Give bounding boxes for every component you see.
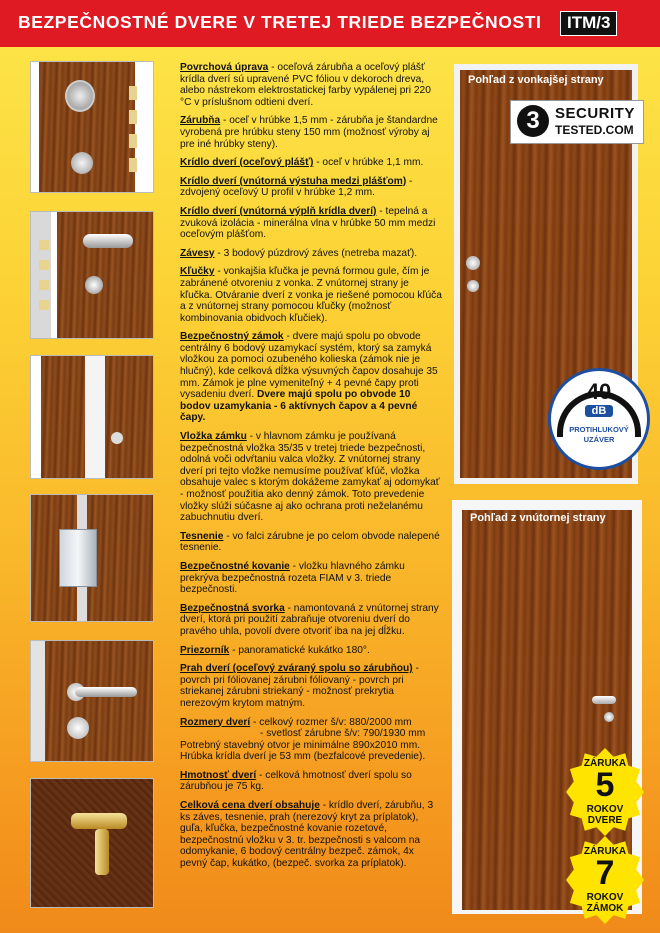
door-handle-photo	[30, 211, 154, 339]
spec-priezornik: Priezorník - panoramatické kukátko 180°.	[180, 644, 370, 656]
spec-rozmery: Rozmery dverí - celkový rozmer š/v: 880/2000 mm - svetlosť zárubne š/v: 790/1930 mm Potrebný stavebný otvor je minimálne 890x2010 mm. Hrúbka krídla dverí je 53 mm (bezfalcové prevedenie).	[180, 716, 426, 763]
noise-badge: 40 dB PROTIHLUKOVÝ UZÁVER	[548, 368, 650, 470]
spec-cena: Celková cena dverí obsahuje - krídlo dverí, zárubňu, 3 ks záves, tesnenie, prah (nerezový kryt za príplatok), guľa, kľučka, bezpečnostné kovanie rozetové, bezpečnostnú vložku v 3. tr. bezpečnosti s valcom na odomykanie, 6 bodový centrálny bezpeč. zámok, 4x pevný čap, kukátko, (bezpeč. svorka za príplatok).	[180, 800, 434, 870]
spec-zavesy: Závesy - 3 bodový púzdrový záves (netreba mazať).	[180, 247, 418, 259]
spec-kovanie: Bezpečnostné kovanie - vložku hlavného zámku prekrýva bezpečnostná rozeta FIAM v 3. triede bezpečnosti.	[180, 560, 405, 596]
inside-door-label: Pohľad z vnútornej strany	[470, 512, 606, 524]
spec-klucky: Kľučky - vonkajšia kľučka je pevná formou gule, čím je zabránené otvoreniu z vonka. Z vnútornej strany je kľučka. Otváranie dverí z vonka je riešené pomocou kľúča a z vnútornej strany pomocou kľučky (možnosť kombinovania obidvoch kľučiek).	[180, 266, 442, 324]
class-badge: ITM/3	[560, 11, 617, 36]
warranty-door-badge: ZÁRUKA 5 ROKOV DVERE	[566, 748, 644, 836]
header-banner	[0, 0, 660, 47]
door-knob-icon	[466, 256, 480, 270]
spec-zamok: Bezpečnostný zámok - dvere majú spolu po obvode centrálny 6 bodový uzamykací systém, ktorý sa zamyká vložkou za pomoci ozubeného kolieska (zámok nie je hlučný), kde celková dĺžka výsuvných čapov dosahuje 35 mm. Zámok je plne vymeniteľný + 4 pevné čapy proti vysadeniu dverí. Dvere majú spolu po obvode 10 bodov uzamykania - 6 aktívnych čapov a 4 pevné čapy.	[180, 331, 438, 424]
spec-povrch: Povrchová úprava - oceľová zárubňa a oceľový plášť krídla dverí sú upravené PVC fóliou v dekoroch dreva, alebo nástrekom elektrostatickej farby vypálenej pri 220 °C v príslušnom odtieni dverí.	[180, 62, 431, 108]
spec-prah: Prah dverí (oceľový zváraný spolu so zárubňou) - povrch pri fóliovanej zárubni fóliovaný - povrch pri striekanej zárubni striekaný - možnosť prekrytia nerezovým krytom matným.	[180, 663, 419, 709]
warranty-lock-badge: ZÁRUKA 7 ROKOV ZÁMOK	[566, 836, 644, 924]
lock-cylinder-photo	[30, 61, 154, 193]
spec-kridlo-vypln: Krídlo dverí (vnútorná výplň krídla dverí) - tepelná a zvuková izolácia - minerálna vlna v hrúbke 50 mm medzi oceľovým plášťom.	[180, 205, 436, 241]
spec-kridlo-plast: Krídlo dverí (oceľový plášť) - oceľ v hrúbke 1,1 mm.	[180, 157, 424, 169]
inside-rosette-icon	[604, 712, 614, 722]
page-title: BEZPEČNOSTNÉ DVERE V TRETEJ TRIEDE BEZPEČNOSTI	[18, 12, 542, 32]
hinge-edge-photo	[30, 355, 154, 479]
handle-rosette-photo	[30, 640, 154, 762]
specification-text	[180, 62, 442, 877]
spec-svorka: Bezpečnostná svorka - namontovaná z vnútornej strany dverí, ktorá pri použití zabraňuje otvoreniu dverí do pravého uhla, povolí dvere otvoriť iba na jej dĺžku.	[180, 602, 439, 637]
spec-zarubna: Zárubňa - oceľ v hrúbke 1,5 mm - zárubňa je štandardne vyrobená pre hrúbku steny 150 mm (možnosť výroby aj pre iné hrúbky steny).	[180, 115, 438, 150]
outside-door-label: Pohľad z vonkajšej strany	[468, 74, 604, 86]
spec-tesnenie: Tesnenie - vo falci zárubne je po celom obvode nalepené tesnenie.	[180, 530, 440, 554]
door-handle-icon	[592, 696, 616, 704]
spec-kridlo-vystuha: Krídlo dverí (vnútorná výstuha medzi plášťom) - zdvojený oceľový U profil v hrúbke 1,2 mm.	[180, 175, 413, 199]
lock-rosette-icon	[467, 280, 479, 292]
spec-hmotnost: Hmotnosť dverí - celková hmotnosť dverí spolu so zárubňou je 75 kg.	[180, 769, 412, 793]
security-tested-logo: 3 SECURITY TESTED.COM	[510, 100, 644, 144]
security-latch-photo	[30, 778, 154, 908]
spec-vlozka: Vložka zámku - v hlavnom zámku je používaná bezpečnostná vložka 35/35 v tretej triede bezpečnosti, odolná voči odvŕtaniu valca vložky. Z vnútornej strany dverí pri tejto vložke nemusíme používať kľúč, vložka obsahuje valec s ktorým dokážeme zamykať aj odomykať - možnosť použitia ako denný zámok. Toto prevedenie vložky slúži súčasne aj ako ochrana proti neželanému zabuchnutiu dverí.	[180, 431, 440, 524]
hinge-photo	[30, 494, 154, 622]
